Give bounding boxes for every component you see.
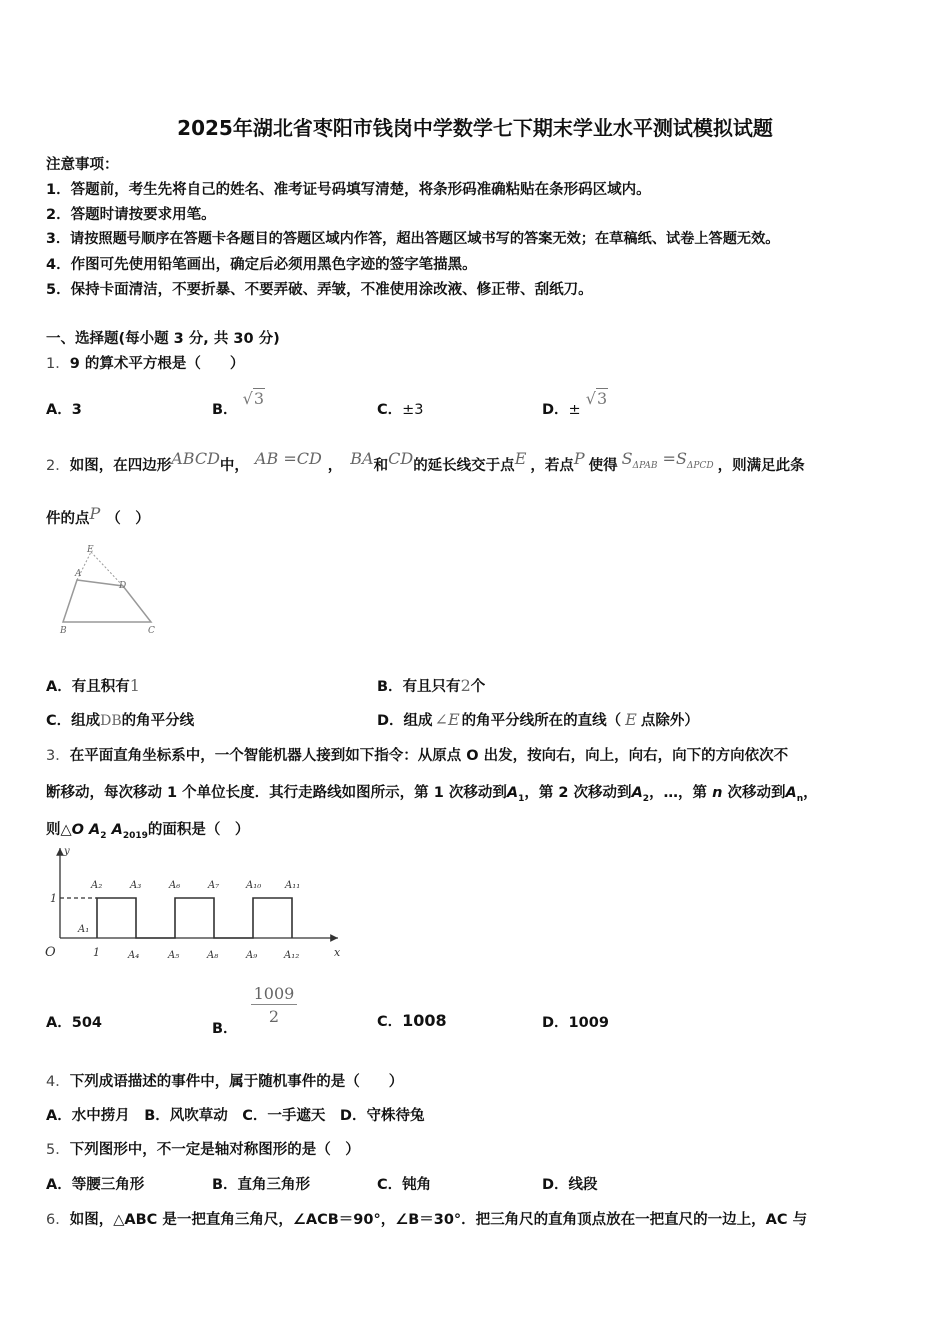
point-label-c: C: [148, 626, 155, 636]
option-text: 组成: [71, 713, 101, 729]
math-symbol: =S: [657, 449, 687, 468]
area-equation: [621, 449, 714, 472]
point-label: A₉: [246, 950, 258, 961]
question-number: 1．: [46, 356, 70, 372]
math-subscript: ΔPCD: [686, 461, 714, 472]
text: ，则满足此条: [717, 458, 805, 474]
math-symbol: O: [71, 822, 84, 838]
math-symbol: S: [621, 449, 633, 468]
point-label: A₆: [169, 880, 181, 891]
text: 中，: [219, 458, 249, 474]
notice-item: 3．请按照题号顺序在答题卡各题目的答题区域内作答，超出答题区域书写的答案无效；在草稿纸、试卷上答题无效。: [46, 231, 780, 247]
point-label: A₄: [128, 950, 140, 961]
plus-minus: ±: [568, 402, 581, 418]
option-c: [377, 1010, 447, 1031]
option-text: 个: [470, 679, 486, 695]
sqrt-expression: √3: [585, 389, 608, 408]
option-label: C．: [377, 402, 403, 418]
math-expression: P: [89, 504, 101, 523]
math-symbol: A: [111, 822, 123, 838]
option-label: B．: [377, 679, 403, 695]
question-number: 3．: [46, 748, 70, 764]
tick-label-y: 1: [50, 892, 57, 905]
text: 和: [373, 458, 389, 474]
axis-label-y: y: [64, 846, 70, 857]
math-symbol: A: [89, 822, 101, 838]
question-6-stem: [46, 1208, 807, 1229]
math-subscript: 2019: [122, 830, 148, 841]
point-label: A₈: [207, 950, 219, 961]
option-b: [212, 984, 297, 1037]
point-label-a: A: [75, 569, 82, 579]
point-label: A₇: [208, 880, 220, 891]
option-d: D．线段: [542, 1177, 598, 1193]
numerator: 1009: [251, 984, 298, 1005]
question-text: 下列成语描述的事件中，属于随机事件的是（ ）: [69, 1074, 404, 1090]
question-3-stem-line2: [46, 781, 818, 804]
option-text: 组成: [403, 713, 433, 729]
option-label: A．: [46, 1015, 72, 1031]
quadrilateral-figure: [55, 542, 165, 642]
option-c: C．钝角: [377, 1177, 432, 1193]
option-label: B．: [212, 1021, 238, 1037]
question-number: 5．: [46, 1142, 70, 1158]
sqrt-expression: √3: [242, 389, 265, 408]
question-5-stem: [46, 1138, 360, 1159]
option-b: [377, 675, 485, 696]
math-symbol: A: [506, 785, 519, 801]
text: 的面积是（ ）: [147, 822, 250, 838]
text: 断移动，每次移动 1 个单位长度．其行走路线如图所示，第 1 次移动到: [46, 785, 507, 801]
text: 在平面直角坐标系中，一个智能机器人接到如下指令：从原点 O 出发，按向右，向上，向右，向下的方向依次不: [69, 748, 789, 764]
question-2-stem-line2: [46, 504, 150, 528]
option-d: [542, 389, 608, 419]
notice-item: 4．作图可先使用铅笔画出，确定后必须用黑色字迹的签字笔描黑。: [46, 257, 477, 273]
math-subscript: 2: [642, 793, 650, 804]
math-expression: 1: [129, 676, 140, 695]
math-symbol: n: [712, 785, 723, 801]
point-label-d: D: [119, 581, 127, 591]
option-text: 有且只有: [402, 679, 461, 695]
denominator: 2: [268, 1007, 280, 1026]
question-2-stem-line1: [46, 449, 805, 477]
question-text: 9 的算术平方根是（ ）: [69, 356, 245, 372]
notice-item: 1．答题前，考生先将自己的姓名、准考证号码填写清楚，将条形码准确粘贴在条形码区域内。: [46, 182, 651, 198]
text: 则△: [46, 822, 72, 838]
point-label: A₁₀: [246, 880, 262, 891]
option-label: A．: [46, 402, 72, 418]
text: 次移动到: [727, 785, 786, 801]
text: ，: [803, 785, 818, 801]
option-d: [377, 709, 699, 730]
radicand: 3: [596, 389, 608, 408]
question-text: 下列图形中，不一定是轴对称图形的是（ ）: [69, 1142, 360, 1158]
origin-label: O: [45, 945, 56, 960]
option-d: [542, 1011, 609, 1032]
quadrilateral-abcd: [63, 580, 151, 622]
math-expression: AB =CD: [254, 449, 322, 468]
question-text: 如图，△ABC 是一把直角三角尺，∠ACB＝90°，∠B＝30°．把三角尺的直角顶点放在一把直尺的一边上，AC 与: [69, 1212, 808, 1228]
point-label: A₁₂: [284, 950, 300, 961]
option-c: [377, 398, 424, 419]
page-title: 2025年湖北省枣阳市钱岗中学数学七下期末学业水平测试模拟试题: [177, 116, 773, 140]
option-label: A．: [46, 679, 72, 695]
question-3-stem-line1: [46, 744, 788, 765]
math-expression: P: [573, 449, 585, 468]
option-value: 504: [71, 1015, 103, 1031]
text: 件的点: [46, 511, 90, 527]
option-a: [46, 1011, 102, 1032]
option-a: [46, 398, 82, 419]
point-label: A₂: [91, 880, 103, 891]
question-3-stem-line3: [46, 818, 249, 841]
question-number: 6．: [46, 1212, 70, 1228]
math-subscript: 2: [100, 830, 107, 841]
tick-label-x: 1: [93, 946, 100, 959]
math-expression: E: [514, 449, 527, 468]
math-expression: CD: [388, 449, 414, 468]
option-text: 的角平分线所在的直线（: [461, 713, 622, 729]
math-symbol: A: [631, 785, 643, 801]
section-heading: 一、选择题(每小题 3 分, 共 30 分): [46, 331, 280, 347]
text: ，: [327, 458, 343, 474]
math-expression: 2: [460, 676, 471, 695]
point-label: A₁: [78, 924, 90, 935]
option-text: 有且积有: [71, 679, 130, 695]
option-label: B．: [212, 402, 238, 418]
text: ，…，第: [649, 785, 708, 801]
radicand: 3: [253, 389, 265, 408]
question-4-stem: [46, 1070, 403, 1091]
text: 的延长线交于点: [413, 458, 515, 474]
point-label: A₁₁: [285, 880, 301, 891]
option-c: [46, 709, 194, 730]
text: 如图，在四边形: [69, 458, 172, 474]
option-value: 1009: [568, 1015, 609, 1031]
point-label: A₃: [130, 880, 142, 891]
question-4-options: A．水中捞月 B．风吹草动 C．一手遮天 D．守株待兔: [46, 1108, 425, 1124]
math-subscript: 1: [518, 793, 525, 804]
option-a: [46, 675, 140, 696]
notice-item: 5．保持卡面清洁，不要折暴、不要弄破、弄皱，不准使用涂改液、修正带、刮纸刀。: [46, 282, 593, 298]
point-label-e: E: [87, 545, 94, 555]
option-a: A．等腰三角形: [46, 1177, 145, 1193]
option-label: C．: [46, 713, 72, 729]
math-expression: E: [625, 710, 637, 729]
option-value: 3: [71, 402, 82, 418]
fraction: [251, 984, 298, 1026]
math-expression: BA: [350, 449, 374, 468]
notice-heading: 注意事项：: [46, 157, 119, 173]
robot-path-figure: [40, 842, 350, 964]
option-b: B．直角三角形: [212, 1177, 311, 1193]
math-expression: ABCD: [171, 449, 220, 468]
question-number: 4．: [46, 1074, 70, 1090]
robot-path: [97, 898, 292, 938]
option-text: 的角平分线: [121, 713, 195, 729]
point-label: A₅: [168, 950, 180, 961]
math-symbol: A: [785, 785, 797, 801]
math-expression: DB: [100, 713, 122, 729]
math-expression: ∠E: [434, 710, 460, 729]
text: （ ）: [106, 511, 150, 527]
question-1-stem: [46, 352, 244, 373]
notice-item: 2．答题时请按要求用笔。: [46, 207, 216, 223]
option-label: D．: [377, 713, 404, 729]
option-label: C．: [377, 1014, 403, 1030]
text: 使得: [588, 458, 618, 474]
question-number: 2．: [46, 458, 70, 474]
option-label: D．: [542, 402, 569, 418]
option-b: [212, 389, 265, 419]
option-label: D．: [542, 1015, 569, 1031]
axis-label-x: x: [334, 946, 341, 959]
point-label-b: B: [60, 626, 67, 636]
option-text: 点除外）: [640, 713, 699, 729]
text: ，第 2 次移动到: [524, 785, 632, 801]
option-value: ±3: [402, 402, 424, 418]
text: ，若点: [530, 458, 574, 474]
math-subscript: n: [796, 793, 804, 804]
math-subscript: ΔPAB: [632, 461, 658, 472]
option-value: 1008: [402, 1011, 447, 1030]
